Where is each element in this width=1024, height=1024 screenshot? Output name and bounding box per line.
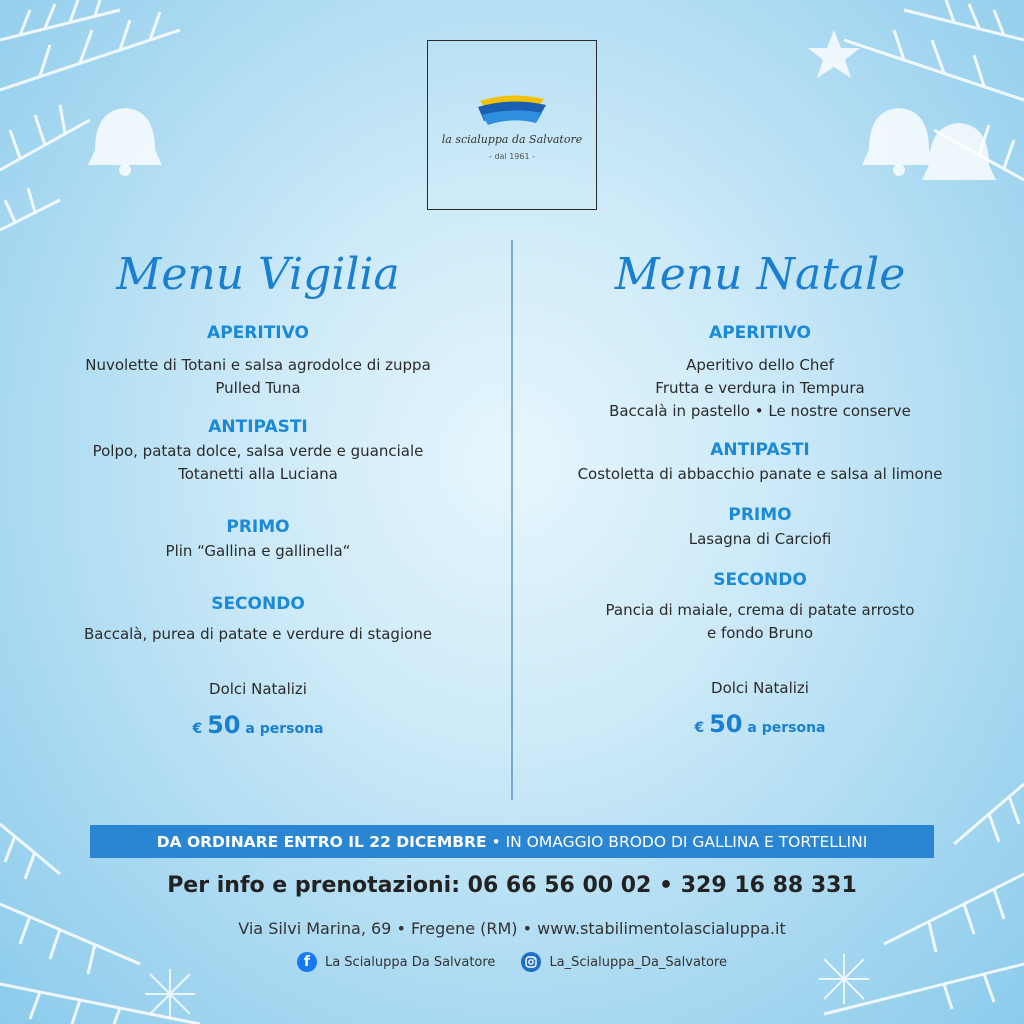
menu-item: Aperitivo dello Chef bbox=[686, 356, 834, 374]
section-title: SECONDO bbox=[211, 594, 305, 614]
bell-icon bbox=[862, 108, 996, 180]
section-title: APERITIVO bbox=[709, 323, 811, 343]
facebook-label: La Scialuppa Da Salvatore bbox=[324, 954, 496, 970]
dessert: Dolci Natalizi bbox=[209, 680, 307, 698]
menu-item: e fondo Bruno bbox=[706, 624, 814, 642]
menu-title: Menu Vigilia bbox=[116, 249, 400, 300]
price-amount: 50 bbox=[709, 710, 743, 738]
order-deadline-banner bbox=[90, 825, 934, 858]
instagram-link[interactable] bbox=[521, 952, 727, 972]
star-icon bbox=[808, 30, 860, 78]
menu-section-aperitivo bbox=[38, 320, 478, 400]
price bbox=[38, 711, 478, 739]
banner-deadline: DA ORDINARE ENTRO IL 22 DICEMBRE bbox=[156, 832, 487, 851]
boat-logo-icon bbox=[472, 89, 552, 129]
restaurant-logo bbox=[427, 40, 597, 210]
snowflake-icon bbox=[145, 969, 195, 1019]
menu-item: Baccalà in pastello • Le nostre conserve bbox=[609, 402, 911, 420]
menu-natale bbox=[540, 240, 980, 738]
facebook-link[interactable] bbox=[297, 952, 495, 972]
menu-section-aperitivo bbox=[540, 320, 980, 423]
section-title: APERITIVO bbox=[207, 323, 309, 343]
menu-item: Totanetti alla Luciana bbox=[178, 465, 338, 483]
star-icon bbox=[229, 40, 230, 83]
price-unit: a persona bbox=[245, 721, 324, 737]
menu-item: Plin “Gallina e gallinella“ bbox=[165, 542, 351, 560]
menu-item: Costoletta di abbacchio panate e salsa al limone bbox=[577, 465, 943, 483]
bell-icon bbox=[88, 108, 162, 176]
banner-separator: • bbox=[486, 832, 506, 851]
dessert: Dolci Natalizi bbox=[711, 679, 809, 697]
price-currency: € bbox=[694, 720, 705, 736]
price-amount: 50 bbox=[207, 711, 241, 739]
column-divider bbox=[511, 240, 513, 800]
facebook-icon: f bbox=[297, 952, 317, 972]
menu-title: Menu Natale bbox=[614, 249, 906, 300]
instagram-label: La_Scialuppa_Da_Salvatore bbox=[549, 954, 728, 970]
menu-section-antipasti bbox=[38, 414, 478, 486]
instagram-icon bbox=[521, 952, 541, 972]
menu-section-antipasti bbox=[540, 437, 980, 486]
menu-item: Baccalà, purea di patate e verdure di stagione bbox=[83, 625, 433, 643]
menu-item: Lasagna di Carciofi bbox=[688, 530, 832, 548]
section-title: ANTIPASTI bbox=[710, 440, 810, 460]
logo-name: la scialuppa da Salvatore bbox=[441, 133, 583, 146]
contact-address: Via Silvi Marina, 69 • Fregene (RM) • www.stabilimentolascialuppa.it bbox=[238, 919, 786, 938]
menu-section-secondo bbox=[540, 567, 980, 645]
section-title: SECONDO bbox=[713, 570, 807, 590]
section-title: PRIMO bbox=[226, 517, 290, 537]
menu-item: Nuvolette di Totani e salsa agrodolce di zuppa bbox=[85, 356, 431, 374]
menu-item: Pulled Tuna bbox=[215, 379, 301, 397]
price bbox=[540, 710, 980, 738]
menu-section-primo bbox=[540, 502, 980, 551]
menu-item: Pancia di maiale, crema di patate arrosto bbox=[605, 601, 915, 619]
section-title: PRIMO bbox=[728, 505, 792, 525]
menu-section-primo bbox=[38, 514, 478, 563]
menu-vigilia bbox=[38, 240, 478, 739]
logo-since: - dal 1961 - bbox=[489, 152, 535, 161]
section-title: ANTIPASTI bbox=[208, 417, 308, 437]
menu-section-secondo bbox=[38, 591, 478, 646]
menu-item: Polpo, patata dolce, salsa verde e guanciale bbox=[92, 442, 424, 460]
menu-item: Frutta e verdura in Tempura bbox=[655, 379, 865, 397]
banner-gift: IN OMAGGIO BRODO DI GALLINA E TORTELLINI bbox=[505, 832, 868, 851]
contact-phones: Per info e prenotazioni: 06 66 56 00 02 • 329 16 88 331 bbox=[167, 873, 857, 898]
price-currency: € bbox=[192, 721, 203, 737]
price-unit: a persona bbox=[747, 720, 826, 736]
social-links bbox=[0, 952, 1024, 972]
